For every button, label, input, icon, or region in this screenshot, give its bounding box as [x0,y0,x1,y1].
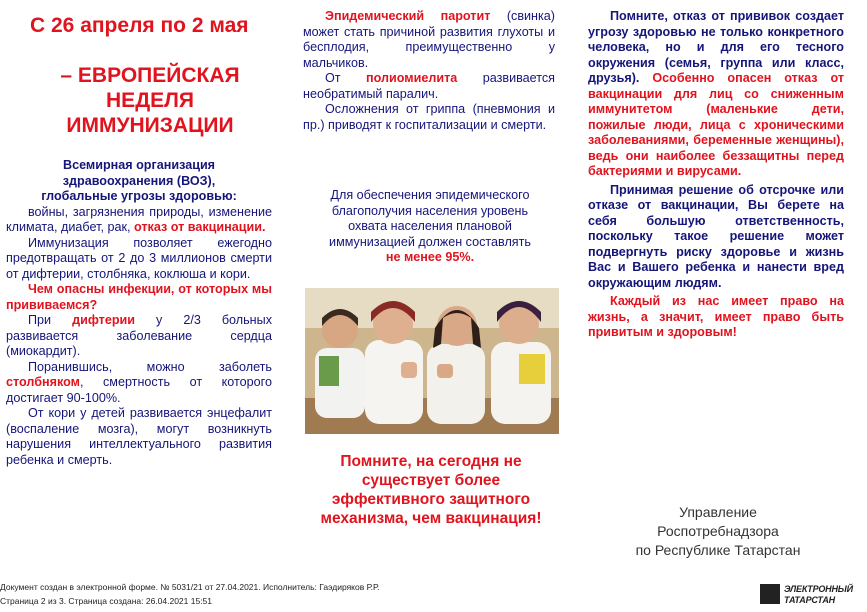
coverage-value: не менее 95%. [385,250,475,264]
text-fragment: От [325,71,367,85]
issuer-line: по Республике Татарстан [635,542,801,558]
text-fragment: у 2/3 больных развивается заболевание сердца (миокардит). [6,313,272,358]
refusal-text: Помните, отказ от прививок создает угрозу здоровью не только конкретного человека, но и для его тесного окружения (семья, группа или класс, друзья). [588,9,844,85]
column-1-body [6,158,272,468]
event-date-heading: С 26 апреля по 2 мая [30,14,249,37]
immunization-paragraph: Иммунизация позволяет ежегодно предотвращать от 2 до 3 миллионов смерти от дифтерии, столбняка, коклюша и кори. [6,235,272,281]
event-title-line: ИММУНИЗАЦИИ [66,114,234,137]
logo-text: ТАТАРСТАН [784,595,835,605]
right-paragraph: Каждый из нас имеет право на жизнь, а значит, имеет право быть привитым и здоровым! [588,294,844,339]
child-figure [365,301,423,424]
flu-paragraph: Осложнения от гриппа (пневмония и пр.) приводят к госпитализации и смерти. [303,102,555,132]
event-title-line: – ЕВРОПЕЙСКАЯ [60,64,240,87]
vaccine-refusal-threat: отказ от вакцинации. [133,220,266,234]
tetanus-term: столбняком [6,375,80,389]
coverage-text: Для обеспечения эпидемического благополучия населения уровень охвата населения плановой иммунизацией должен составлять [329,188,531,249]
refusal-paragraph [588,9,844,180]
diphtheria-term: дифтерии [72,313,136,327]
text-fragment: , смертность от которого достигает 90-100%. [6,375,272,405]
children-photo [305,288,559,434]
issuer-line: Роспотребнадзора [657,523,779,539]
child-figure [315,309,365,418]
page-info-line: Страница 2 из 3. Страница создана: 26.04.2021 15:51 [0,596,213,606]
tetanus-paragraph [6,360,272,407]
polio-paragraph [303,71,555,102]
text-fragment: При [28,313,73,327]
text-fragment: (свинка) может стать причиной развития глухоты и бесплодия, преимущественно у мальчиков. [303,9,555,70]
mumps-paragraph [303,9,555,71]
remember-callout: Помните, на сегодня не существует более эффективного защитного механизма, чем вакцинация! [320,453,542,527]
children-illustration [305,288,559,434]
text-fragment: развивается необратимый паралич. [303,71,555,101]
measles-paragraph: От кори у детей развивается энцефалит (воспаление мозга), могут возникнуть нарушения интеллектуального развития ребенка и смерть. [6,406,272,467]
column-3-body [588,9,844,341]
mumps-term: Эпидемический паротит [325,9,491,23]
coverage-paragraph [305,188,555,266]
logo-text: ЭЛЕКТРОННЫЙ [784,584,853,594]
decision-paragraph: Принимая решение об отсрочке или отказе от вакцинации, Вы берете на себя большую ответственность, поскольку такое решение может подвергнуть риску здоровье и жизнь Вас и Вашего ребенка и нанести вред окружающим людям. [588,182,844,290]
who-threats-title: Всемирная организация здравоохранения (ВОЗ), глобальные угрозы здоровью: [41,158,237,203]
issuer-line: Управление [679,504,757,520]
document-stamp-line: Документ создан в электронной форме. № 5031/21 от 27.04.2021. Исполнитель: Гаэдиряков Р.Р. [0,582,380,592]
diphtheria-paragraph [6,313,272,360]
issuer-signature [590,503,846,560]
event-title-line: НЕДЕЛЯ [106,89,194,112]
text-fragment: Поранившись, можно заболеть [28,359,272,374]
infections-question: Чем опасны инфекции, от которых мы прививаемся? [6,282,272,312]
electronic-tatarstan-logo [760,582,864,608]
threats-paragraph [6,205,272,236]
threats-list: войны, загрязнения природы, изменение климата, диабет, рак, [6,204,272,234]
polio-term: полиомиелита [366,71,458,85]
column-2-top [303,9,555,133]
vulnerable-groups-text: Особенно опасен отказ от вакцинации для лиц со сниженным иммунитетом (маленькие дети, пожилые люди, лица с хроническими заболеваниями, беременные женщины), ведь они наиболее беззащитны перед бактериями и вирусами. [588,71,844,178]
event-title-heading [30,63,270,138]
logo-mark-icon [760,584,780,604]
